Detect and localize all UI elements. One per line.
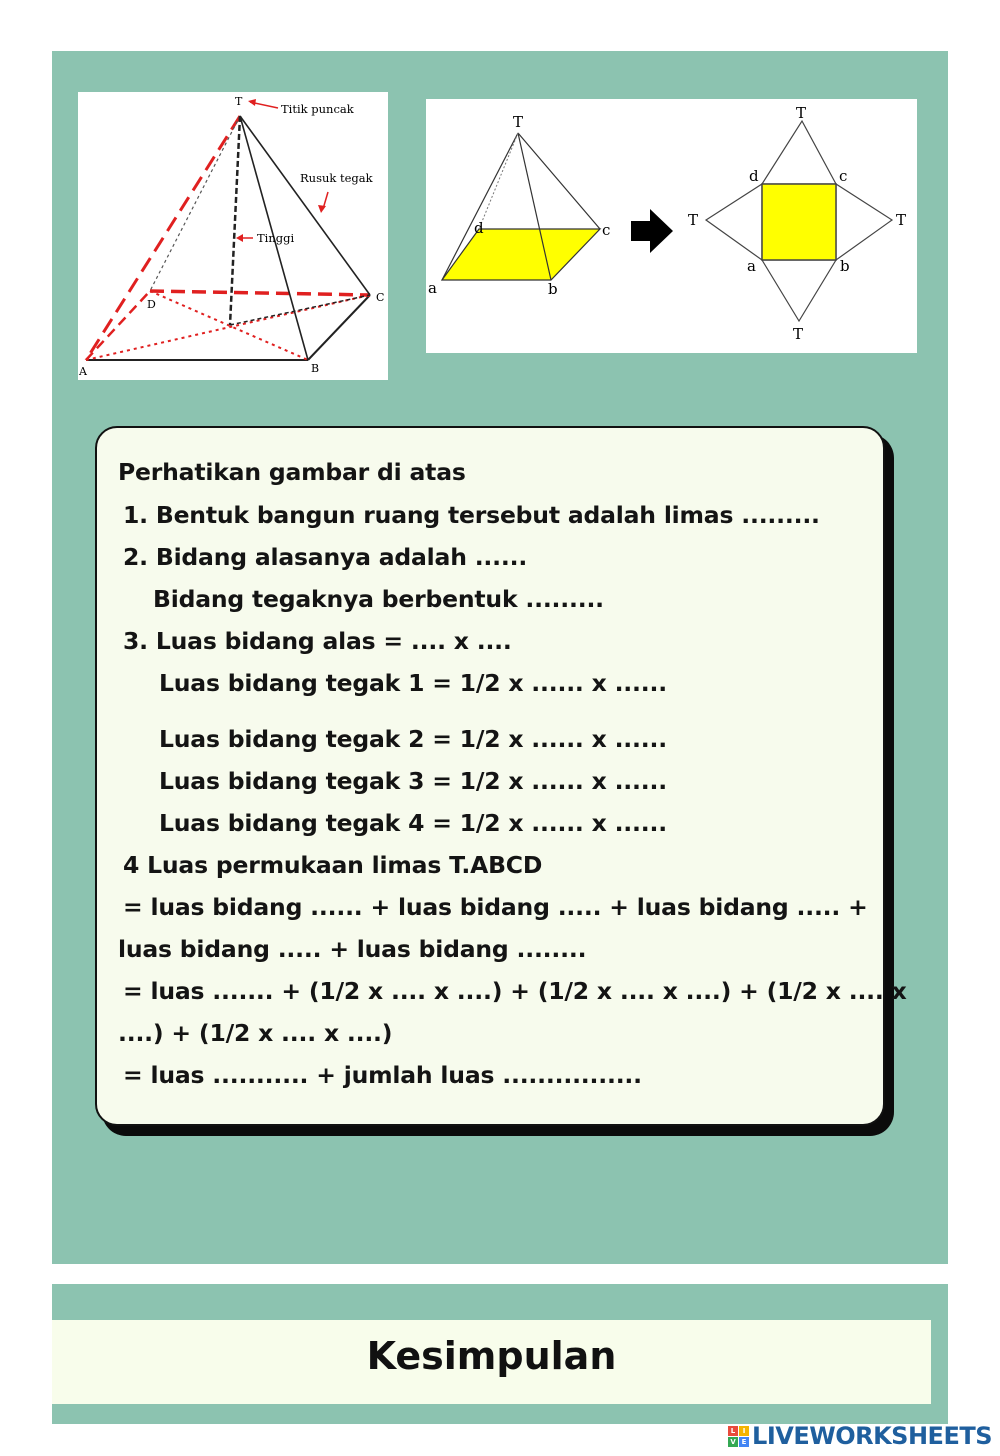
pyramid-edge-Td [479,133,518,229]
vertex-label-T: T [235,95,243,108]
net-label-c: c [839,167,848,185]
question-2-lateral: Bidang tegaknya berbentuk ......... [153,585,604,613]
lateral-area-2: Luas bidang tegak 2 = 1/2 x ...... x ...... [159,725,667,753]
edge-DC-dashed [150,291,370,295]
liveworksheets-logo-icon: L I V E [728,1426,749,1447]
net-base-square [762,184,836,260]
vertex-label-D: D [147,298,156,311]
arrow-apex-head [248,99,256,106]
instruction-heading: Perhatikan gambar di atas [118,458,466,486]
pyramid-label-c: c [602,221,611,239]
surface-area-step-2a: = luas ....... + (1/2 x .... x ....) + (1/2 x .... x ....) + (1/2 x .... x [123,977,907,1005]
net-label-a: a [747,257,756,275]
arrow-right-icon [631,209,673,253]
net-triangle-top [762,121,836,184]
foot-to-C [230,295,370,325]
lateral-area-1: Luas bidang tegak 1 = 1/2 x ...... x ...... [159,669,667,697]
lateral-area-3: Luas bidang tegak 3 = 1/2 x ...... x ...... [159,767,667,795]
surface-area-step-1a: = luas bidang ...... + luas bidang ..... + luas bidang ..... + [123,893,868,921]
net-triangle-left [706,184,762,260]
edge-TA-dashed [86,116,240,360]
surface-area-step-2b: ....) + (1/2 x .... x ....) [118,1019,393,1047]
net-label-d: d [749,167,759,185]
pyramid-base [442,229,600,280]
annotation-apex: Titik puncak [281,102,354,116]
conclusion-title: Kesimpulan [366,1334,617,1378]
net-label-T-bottom: T [793,325,804,343]
pyramid-label-T: T [513,113,524,131]
net-triangle-bottom [762,260,836,321]
diagonal-BD [150,291,308,360]
surface-area-step-3: = luas ........... + jumlah luas ................ [123,1061,642,1089]
edge-AD-dashed [86,291,150,360]
edge-BC [308,295,370,360]
pyramid-label-a: a [428,279,437,297]
arrow-height-head [236,234,243,242]
pyramid-label-b: b [548,280,558,298]
net-triangle-right [836,184,892,260]
arrow-edge-head [318,205,326,213]
liveworksheets-watermark [728,1422,992,1450]
annotation-edge: Rusuk tegak [300,171,373,185]
pyramid-edge-Tc [518,133,600,229]
annotation-height: Tinggi [257,231,295,245]
edge-TD [150,116,240,291]
pyramid-diagram-labelled [78,92,388,380]
watermark-text: LIVEWORKSHEETS [752,1422,992,1450]
question-4: 4 Luas permukaan limas T.ABCD [123,851,543,879]
surface-area-step-1b: luas bidang ..... + luas bidang ........ [118,935,587,963]
net-label-T-top: T [796,104,807,122]
conclusion-banner [52,1320,931,1404]
vertex-label-B: B [311,362,320,375]
net-label-b: b [840,257,850,275]
lateral-area-4: Luas bidang tegak 4 = 1/2 x ...... x ...... [159,809,667,837]
edge-TC [240,116,370,295]
pyramid-net-diagram [426,99,917,353]
question-2: 2. Bidang alasanya adalah ...... [123,543,528,571]
vertex-label-A: A [79,365,87,378]
pyramid-label-d: d [474,219,484,237]
question-3: 3. Luas bidang alas = .... x .... [123,627,512,655]
question-1: 1. Bentuk bangun ruang tersebut adalah limas ......... [123,501,820,529]
vertex-label-C: C [376,291,385,304]
net-label-T-left: T [688,211,699,229]
net-label-T-right: T [896,211,907,229]
